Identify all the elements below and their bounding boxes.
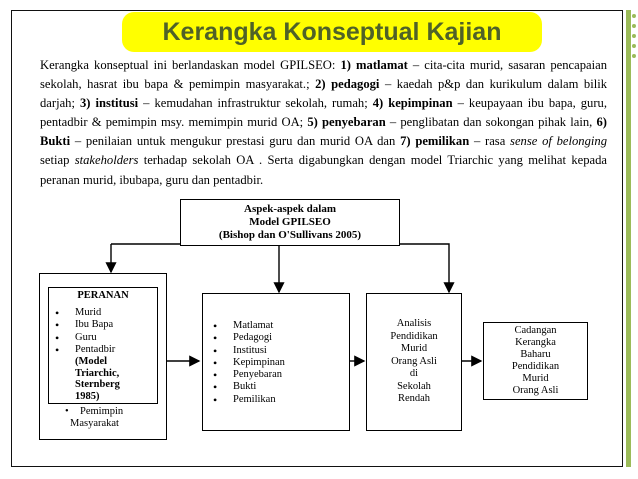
slide-title: Kerangka Konseptual Kajian <box>122 12 542 52</box>
aspect-item: • Penyebaran <box>207 369 349 381</box>
aspect-item: • Pedagogi <box>207 332 349 344</box>
peranan-item: • Murid <box>49 307 157 319</box>
aspect-item: • Matlamat <box>207 320 349 332</box>
peranan-item: • Pentadbir <box>49 344 157 356</box>
aspect-item: • Pemilikan <box>207 394 349 406</box>
peranan-outer-box <box>39 273 167 440</box>
analisis-box: Analisis Pendidikan Murid Orang Asli di Sekolah Rendah <box>366 293 462 431</box>
body-paragraph: Kerangka konseptual ini berlandaskan model GPILSEO: 1) matlamat – cita-cita murid, sasaran pencapaian sekolah, hasrat ibu bapa & pemimpin masyarakat.; 2) pedagogi – kaedah p&p dan kurikulum dalam bilik darjah; 3) institusi – kemudahan infrastruktur sekolah, rumah; 4) kepimpinan – keupayaan ibu bapa, guru, pentadbir & pemimpin msy. memimpin murid OA; 5) penyebaran – penglibatan dan sokongan pihak lain, 6) Bukti – penilaian untuk mengukur prestasi guru dan murid OA dan 7) pemilikan – rasa sense of belonging setiap stakeholders terhadap sekolah OA . Serta digabungkan dengan model Triarchic yang melihat kepada peranan murid, ibubapa, guru dan pentadbir. <box>40 58 608 187</box>
aspek-box <box>180 199 400 246</box>
aspek-line-2: Model GPILSEO <box>249 216 331 228</box>
aspek-line-3: (Bishop dan O'Sullivans 2005) <box>218 229 362 241</box>
pemimpin-masyarakat: • Pemimpin Masyarakat <box>65 406 124 429</box>
cadangan-box: Cadangan Kerangka Baharu Pendidikan Murid Orang Asli <box>483 322 588 400</box>
triarchic-note: (Model Triarchic, Sternberg 1985) <box>75 356 120 402</box>
peranan-item: • Guru <box>49 332 157 344</box>
peranan-item: • Ibu Bapa <box>49 319 157 331</box>
aspect-item: • Kepimpinan <box>207 357 349 369</box>
peranan-title: PERANAN <box>77 290 129 301</box>
aspect-item: • Bukti <box>207 381 349 393</box>
aspect-item: • Institusi <box>207 345 349 357</box>
peranan-inner-box <box>48 287 158 404</box>
aspects-list-box <box>202 293 350 431</box>
aspek-line-1: Aspek-aspek dalam <box>244 203 336 215</box>
peranan-list <box>49 307 157 356</box>
aspects-list <box>207 320 349 406</box>
arrow-aspek-to-analisis <box>400 244 449 292</box>
